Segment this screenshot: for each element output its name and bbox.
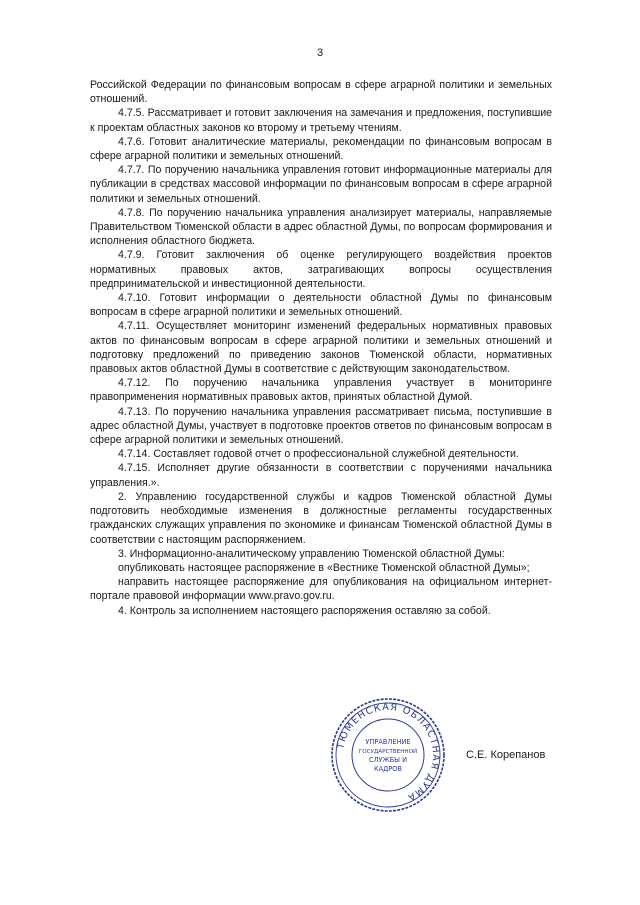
paragraph: 2. Управлению государственной службы и кадров Тюменской областной Думы подготовить необходимые изменения в должностные регламенты государственных гражданских служащих управления по экономике и финансам Тюменской областной Думы в соответствии с настоящим распоряжением. [90,490,552,546]
document-body [90,78,552,618]
paragraph: 4.7.7. По поручению начальника управления готовит информационные материалы для публикации в средствах массовой информации по финансовым вопросам в сфере аграрной политики и земельных отношений. [90,164,552,205]
paragraph: 4.7.10. Готовит информации о деятельности областной Думы по финансовым вопросам в сфере аграрной политики и земельных отношений. [90,292,552,319]
stamp-line: СЛУЖБЫ И [368,756,408,764]
paragraph: 4.7.12. По поручению начальника управления участвует в мониторинге правоприменения нормативных правовых актов, принятых областной Думой. [90,377,552,404]
stamp-line: ГОСУДАРСТВЕННОЙ [358,749,418,755]
signer-name: С.Е. Корепанов [466,749,546,761]
signature-area [0,696,640,816]
paragraph: 4.7.13. По поручению начальника управления рассматривает письма, поступившие в адрес областной Думы, участвует в подготовке проектов ответов по финансовым вопросам в сфере аграрной политики и земельных отношений. [90,405,552,447]
paragraph: 4.7.6. Готовит аналитические материалы, рекомендации по финансовым вопросам в сфере аграрной политики и земельных отношений. [90,135,552,163]
paragraph: опубликовать настоящее распоряжение в «Вестнике Тюменской областной Думы»; [118,561,530,574]
stamp-ring-text: ТЮМЕНСКАЯ ОБЛАСТНАЯ ДУМА [335,701,442,804]
paragraph: 4.7.15. Исполняет другие обязанности в соответствии с поручениями начальника управления.». [90,462,552,489]
stamp-line: УПРАВЛЕНИЕ [365,738,411,746]
paragraph: Российской Федерации по финансовым вопросам в сфере аграрной политики и земельных отношений. [90,79,552,106]
paragraph: 4.7.5. Рассматривает и готовит заключения на замечания и предложения, поступившие к проектам областных законов ко второму и третьему чтениям. [90,107,552,134]
paragraph: 4. Контроль за исполнением настоящего распоряжения оставляю за собой. [118,604,491,617]
paragraph: 3. Информационно-аналитическому управлению Тюменской областной Думы: [118,547,505,560]
paragraph: 4.7.11. Осуществляет мониторинг изменений федеральных нормативных правовых актов по финансовым вопросам в сфере аграрной политики и земельных отношений и подготовку предложений по приведению законов Тюменской области, нормативных правовых актов областной Думы в соответствие с действующим законодательством. [90,320,552,376]
official-stamp [328,696,448,814]
stamp-outer-ring [332,699,444,811]
paragraph: направить настоящее распоряжение для опубликования на официальном интернет-портале правовой информации www.pravo.gov.ru. [90,576,552,603]
stamp-inner-ring [352,719,424,791]
paragraph: 4.7.14. Составляет годовой отчет о профессиональной служебной деятельности. [118,448,519,461]
stamp-line: КАДРОВ [373,765,403,773]
paragraph: 4.7.8. По поручению начальника управления анализирует материалы, направляемые Правительством Тюменской области в адрес областной Думы, по вопросам формирования и исполнения областного бюджета. [90,206,552,248]
paragraph: 4.7.9. Готовит заключения об оценке регулирующего воздействия проектов нормативных правовых актов, затрагивающих вопросы осуществления предпринимательской и инвестиционной деятельности. [90,249,552,290]
page-number: 3 [316,47,324,59]
